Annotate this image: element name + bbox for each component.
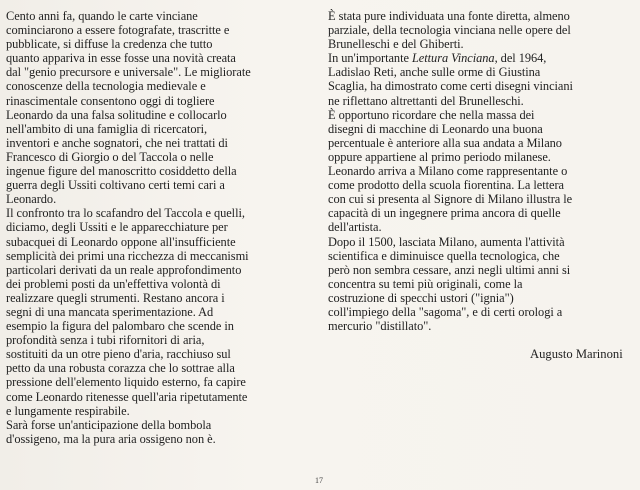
text-line: ne riflettano altrettanti del Brunelleschi. [328,93,524,108]
text-line: profondità senza i tubi rifornitori di aria, [6,333,205,348]
text-line: parziale, della tecnologia vinciana nelle opere del [328,23,571,38]
text-line: dell'artista. [328,220,382,235]
text-fragment: , del 1964, [494,51,547,66]
author-signature: Augusto Marinoni [530,347,623,361]
text-line: Leonardo arriva a Milano come rappresentante o [328,164,568,179]
right-text-column [328,9,633,333]
text-line: realizzare quegli strumenti. Restano ancora i [6,290,225,305]
text-line: mercurio "distillato". [328,319,432,334]
text-line: semplicità dei primi una ricchezza di meccanismi [6,248,249,263]
text-line: dei problemi posti da un'effettiva volontà di [6,276,221,291]
text-line: Ladislao Reti, anche sulle orme di Giustina [328,65,541,80]
text-line: costruzione di specchi ustori ("ignia") [328,290,514,305]
text-line: Cento anni fa, quando le carte vinciane [6,9,198,23]
text-line: rinascimentale consentono oggi di togliere [6,93,215,108]
text-line: particolari derivati da un reale approfondimento [6,262,242,277]
text-line: con cui si presenta al Signore di Milano illustra le [328,192,573,207]
text-line: oppure appartiene al primo periodo milanese. [328,149,551,164]
text-line: capacità di un ingegnere prima ancora di quelle [328,206,561,221]
text-line: guerra degli Ussiti coltivano certi temi cari a [6,178,225,193]
text-line: coll'impiego della "sagoma", e di certi orologi a [328,304,563,319]
text-line: disegni di macchine di Leonardo una buona [328,121,543,136]
text-line: inventori e anche sognatori, che nei trattati di [6,135,228,150]
text-line: d'ossigeno, ma la pura aria ossigeno non è. [6,431,216,446]
text-line: Sarà forse un'anticipazione della bombola [6,417,212,432]
text-line-with-title [328,51,633,65]
page-number: 17 [315,476,323,485]
text-line: scientifica e diminuisce quella tecnologica, che [328,248,560,263]
left-text-column [6,9,316,446]
text-line: subacquei di Leonardo oppone all'insufficiente [6,234,236,249]
text-line: nell'ambito di una famiglia di ricercatori, [6,121,208,136]
text-line: ingenue figure del manoscritto cosiddetto della [6,164,237,179]
text-line: conoscenze della tecnologia medievale e [6,79,206,94]
text-line: dal "genio precursore e universale". Le migliorate [6,65,251,80]
text-line: diciamo, degli Ussiti e le apparecchiature per [6,220,228,235]
text-line: come Leonardo ritenesse quell'aria ripetutamente [6,389,248,404]
text-line: e lungamente respirabile. [6,403,130,418]
text-line: Il confronto tra lo scafandro del Taccola e quelli, [6,206,245,221]
text-line: pressione dell'elemento liquido esterno, fa capire [6,375,246,390]
text-line: petto da una robusta corazza che lo sottrae alla [6,361,235,376]
text-line: segni di una mancata sperimentazione. Ad [6,304,214,319]
text-fragment: In un'importante [328,51,412,66]
text-line: Leonardo. [6,192,57,207]
text-line: È stata pure individuata una fonte diretta, almeno [328,9,570,23]
text-line: esempio la figura del palombaro che scende in [6,319,234,334]
text-line: però non sembra cessare, anzi negli ultimi anni si [328,262,571,277]
text-line: concentra su temi più originali, come la [328,276,523,291]
text-line: È opportuno ricordare che nella massa dei [328,107,535,122]
text-line: cominciarono a essere fotografate, trascritte e [6,23,230,38]
text-line: percentuale è anteriore alla sua andata a Milano [328,135,562,150]
text-line: sostituiti da un otre pieno d'aria, racchiuso sul [6,347,231,362]
text-line: quanto appariva in esse fosse una novità creata [6,51,236,66]
text-line: Brunelleschi e del Ghiberti. [328,37,464,52]
text-line: pubblicate, si diffuse la credenza che tutto [6,37,213,52]
text-line: come prodotto della scuola fiorentina. La lettera [328,178,564,193]
text-line: Leonardo da una falsa solitudine e collocarlo [6,107,227,122]
text-line: Francesco di Giorgio o del Taccola o nelle [6,149,214,164]
work-title: Lettura Vinciana [411,51,495,66]
text-line: Scaglia, ha dimostrato come certi disegni vinciani [328,79,573,94]
text-line: Dopo il 1500, lasciata Milano, aumenta l'attività [328,234,565,249]
